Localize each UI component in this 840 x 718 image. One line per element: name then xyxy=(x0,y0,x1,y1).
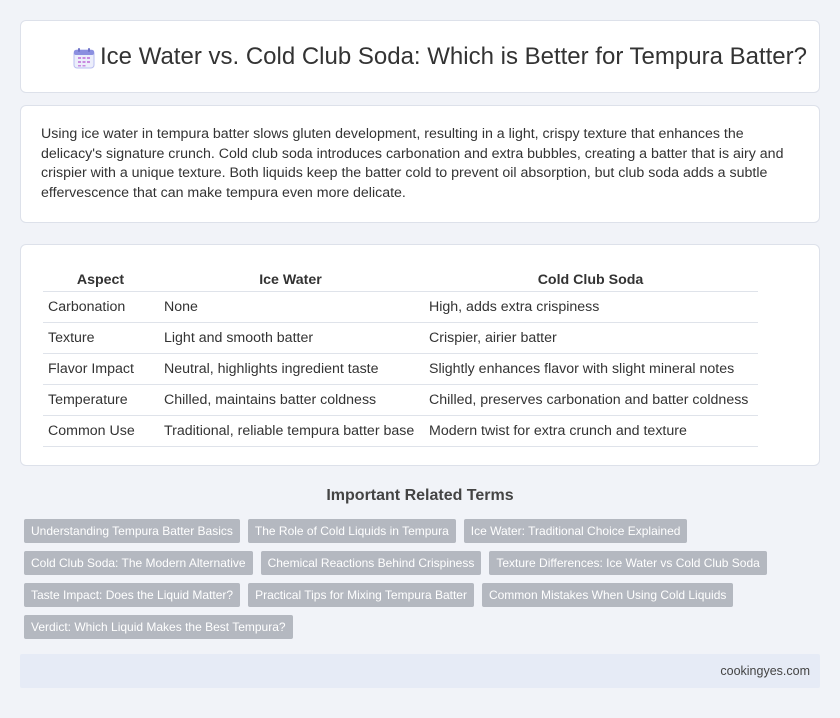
header-ice-water: Ice Water xyxy=(158,265,423,291)
header-cold-club-soda: Cold Club Soda xyxy=(423,265,758,291)
related-term-tag[interactable]: Common Mistakes When Using Cold Liquids xyxy=(482,583,733,607)
related-term-tag[interactable]: Taste Impact: Does the Liquid Matter? xyxy=(24,583,240,607)
cell-ice-water: Neutral, highlights ingredient taste xyxy=(158,353,423,384)
intro-paragraph: Using ice water in tempura batter slows gluten development, resulting in a light, crispy texture that enhances the delicacy's signature crunch. Cold club soda introduces carbonation and extra bubbles, creating a batter that is airy and crispier with a unique texture. Both liquids keep the batter cold to prevent oil absorption, but club soda adds a subtle effervescence that can make tempura even more delicate. xyxy=(41,126,784,201)
table-row xyxy=(43,291,758,322)
related-term-tag[interactable]: Verdict: Which Liquid Makes the Best Tempura? xyxy=(24,615,293,639)
cell-cold-club-soda: Crispier, airier batter xyxy=(423,322,758,353)
footer-site-name: cookingyes.com xyxy=(720,664,810,678)
cell-ice-water: None xyxy=(158,291,423,322)
cell-aspect: Flavor Impact xyxy=(43,353,158,384)
title-card xyxy=(20,20,820,93)
cell-aspect: Temperature xyxy=(43,384,158,415)
cell-cold-club-soda: Modern twist for extra crunch and texture xyxy=(423,415,758,446)
related-term-tag[interactable]: Ice Water: Traditional Choice Explained xyxy=(464,519,688,543)
intro-card xyxy=(20,105,820,223)
comparison-card xyxy=(20,244,820,466)
related-term-tag[interactable]: Cold Club Soda: The Modern Alternative xyxy=(24,551,253,575)
cell-aspect: Common Use xyxy=(43,415,158,446)
table-row xyxy=(43,384,758,415)
related-term-tag[interactable]: Understanding Tempura Batter Basics xyxy=(24,519,240,543)
table-row xyxy=(43,322,758,353)
cell-cold-club-soda: Slightly enhances flavor with slight mineral notes xyxy=(423,353,758,384)
cell-aspect: Carbonation xyxy=(43,291,158,322)
cell-cold-club-soda: Chilled, preserves carbonation and batter coldness xyxy=(423,384,758,415)
header-aspect: Aspect xyxy=(43,265,158,291)
related-term-tag[interactable]: Practical Tips for Mixing Tempura Batter xyxy=(248,583,474,607)
related-term-tag[interactable]: Chemical Reactions Behind Crispiness xyxy=(261,551,482,575)
calendar-icon xyxy=(72,46,96,70)
cell-ice-water: Chilled, maintains batter coldness xyxy=(158,384,423,415)
cell-ice-water: Traditional, reliable tempura batter base xyxy=(158,415,423,446)
cell-ice-water: Light and smooth batter xyxy=(158,322,423,353)
related-term-tag[interactable]: The Role of Cold Liquids in Tempura xyxy=(248,519,456,543)
table-row xyxy=(43,353,758,384)
table-row xyxy=(43,415,758,446)
page-title: Ice Water vs. Cold Club Soda: Which is Better for Tempura Batter? xyxy=(100,42,807,70)
cell-aspect: Texture xyxy=(43,322,158,353)
cell-cold-club-soda: High, adds extra crispiness xyxy=(423,291,758,322)
comparison-table xyxy=(43,265,758,447)
table-header-row xyxy=(43,265,758,291)
footer xyxy=(20,654,820,688)
related-terms-list xyxy=(24,519,804,639)
related-terms-heading: Important Related Terms xyxy=(326,487,514,504)
related-term-tag[interactable]: Texture Differences: Ice Water vs Cold Club Soda xyxy=(489,551,766,575)
